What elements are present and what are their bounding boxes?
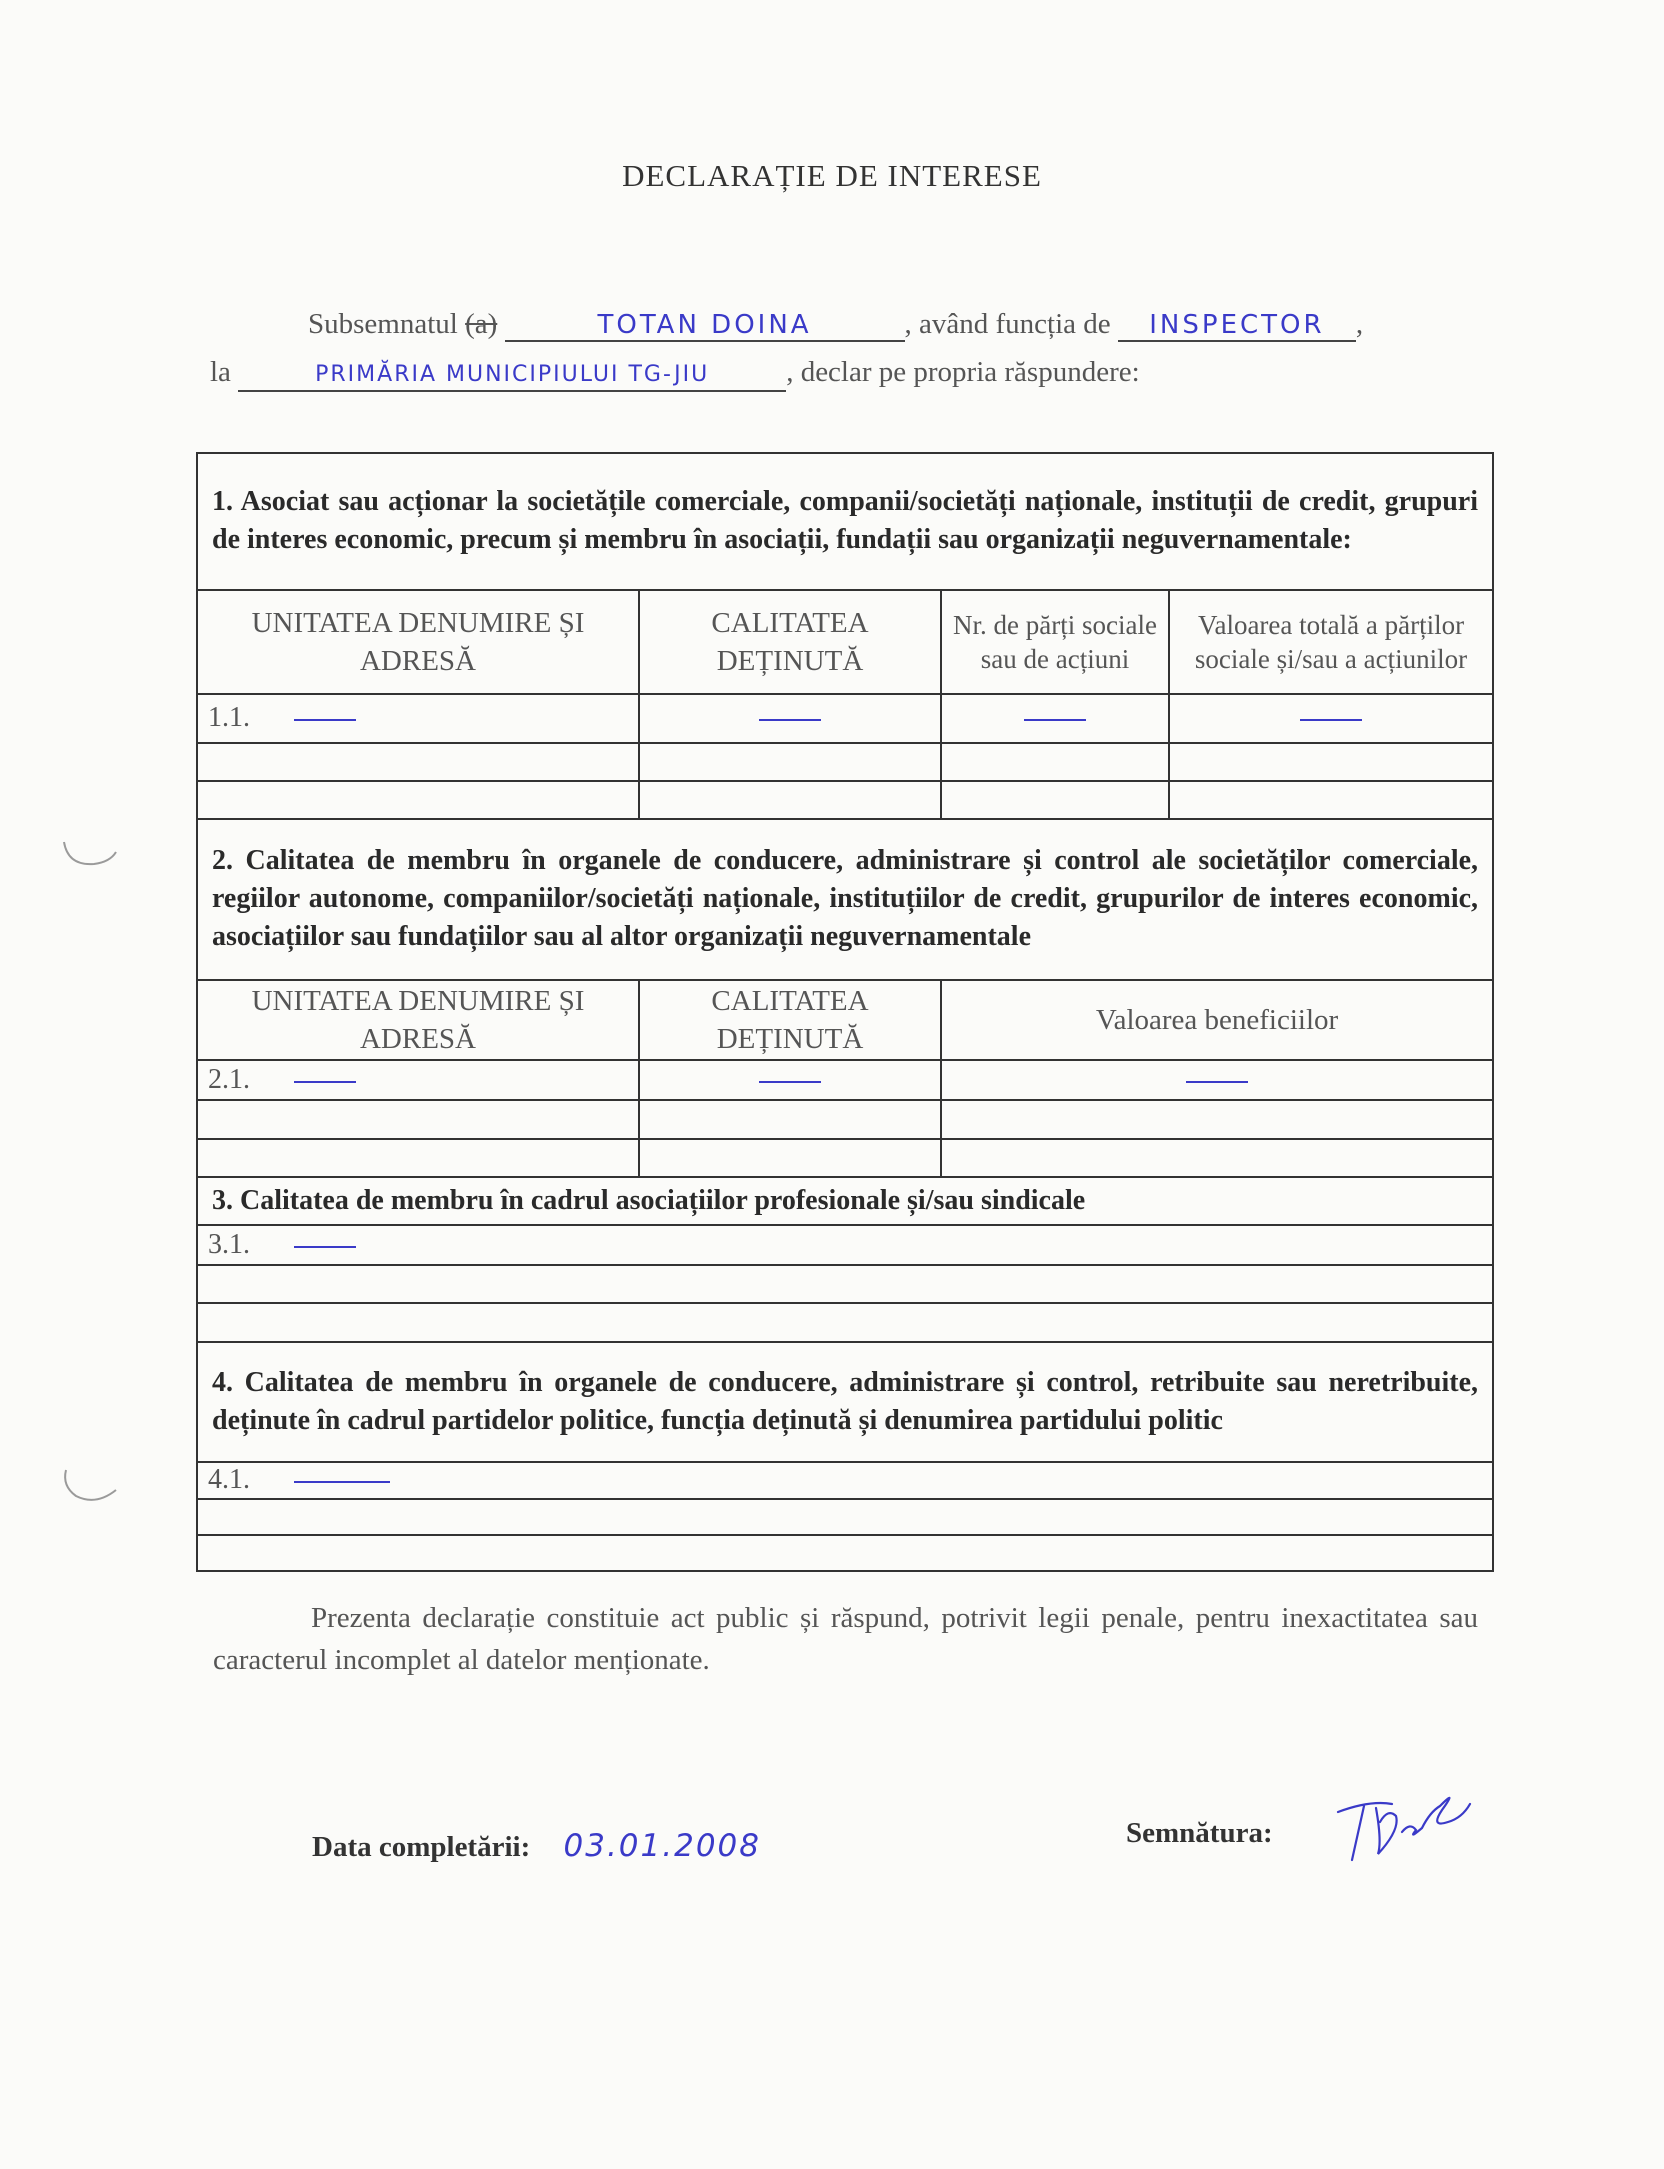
s1-col-nr-parti: Nr. de părți sociale sau de acțiuni: [941, 590, 1169, 695]
s1-row-empty[interactable]: [197, 743, 639, 781]
section-4-heading: 4. Calitatea de membru în organele de conducere, administrare și control, retribuite sau neretribuite, deținute în cadrul partidelor politice, funcția deținută și denumirea partidului politic: [197, 1342, 1493, 1463]
empty-dash: [1186, 1081, 1248, 1083]
section-1-heading: 1. Asociat sau acționar la societățile comerciale, companii/societăți naționale, instituții de credit, grupuri de interes economic, precum și membru în asociații, fundații sau organizații neguvernamentale:: [197, 453, 1493, 590]
s4-row-empty[interactable]: [197, 1499, 1493, 1535]
s1-row-empty[interactable]: [197, 781, 639, 819]
s2-col-unitate: UNITATEA DENUMIRE ȘI ADRESĂ: [197, 980, 639, 1060]
empty-dash: [294, 1081, 356, 1083]
gender-suffix: (a): [465, 308, 498, 340]
date-label: Data completării:: [312, 1831, 531, 1863]
s2-cell[interactable]: [639, 1100, 941, 1138]
handwritten-signature: [1330, 1782, 1480, 1872]
s2-cell[interactable]: [639, 1139, 941, 1177]
empty-dash: [294, 1481, 390, 1483]
section-2-heading: 2. Calitatea de membru în organele de conducere, administrare și control ale societăților comerciale, regiilor autonome, companiilor/societăți naționale, instituțiilor de credit, grupurilor de interes economic, asociațiilor sau fundațiilor sau al altor organizații neguvernamentale: [197, 819, 1493, 980]
s3-row-empty[interactable]: [197, 1265, 1493, 1303]
s2-row-label: 2.1.: [208, 1064, 250, 1096]
s1-cell[interactable]: [1169, 694, 1493, 742]
empty-dash: [294, 719, 356, 721]
la-label: la: [210, 356, 231, 388]
s2-row-1[interactable]: [197, 1060, 639, 1100]
s1-cell[interactable]: [941, 781, 1169, 819]
function-field[interactable]: INSPECTOR: [1118, 310, 1356, 342]
name-field[interactable]: TOTAN DOINA: [505, 310, 905, 342]
empty-dash: [1024, 719, 1086, 721]
s2-col-calitate: CALITATEA DEȚINUTĂ: [639, 980, 941, 1060]
s3-row-empty[interactable]: [197, 1303, 1493, 1341]
empty-dash: [1300, 719, 1362, 721]
empty-dash: [294, 1246, 356, 1248]
empty-dash: [759, 1081, 821, 1083]
s4-row-empty[interactable]: [197, 1535, 1493, 1571]
s3-row-label: 3.1.: [208, 1229, 250, 1261]
institution-field[interactable]: PRIMĂRIA MUNICIPIULUI TG-JIU: [238, 360, 786, 392]
date-row: [312, 1828, 761, 1864]
s1-cell[interactable]: [639, 694, 941, 742]
empty-dash: [759, 719, 821, 721]
section-3-heading: 3. Calitatea de membru în cadrul asociațiilor profesionale și/sau sindicale: [197, 1177, 1493, 1225]
page-title: DECLARAȚIE DE INTERESE: [622, 158, 1042, 193]
signature-label: Semnătura:: [1126, 1817, 1273, 1849]
s4-row-1[interactable]: [197, 1462, 1493, 1498]
s2-cell[interactable]: [941, 1139, 1493, 1177]
s2-cell[interactable]: [639, 1060, 941, 1100]
subsemnatul-label: Subsemnatul: [308, 308, 458, 340]
s1-row-1[interactable]: [197, 694, 639, 742]
intro-line-2: [210, 356, 1140, 392]
s2-cell[interactable]: [941, 1100, 1493, 1138]
s1-cell[interactable]: [941, 743, 1169, 781]
avand-label: , având funcția de: [904, 308, 1111, 340]
s1-col-valoare: Valoarea totală a părților sociale și/sau a acțiunilor: [1169, 590, 1493, 695]
s1-col-unitate: UNITATEA DENUMIRE ȘI ADRESĂ: [197, 590, 639, 695]
s2-row-empty[interactable]: [197, 1100, 639, 1138]
binder-hole-mark: [58, 836, 128, 876]
s1-cell[interactable]: [639, 781, 941, 819]
footer-note: Prezenta declarație constituie act public și răspund, potrivit legii penale, pentru inexactitatea sau caracterul incomplet al datelor menționate.: [213, 1602, 1478, 1676]
s3-row-1[interactable]: [197, 1225, 1493, 1265]
s1-cell[interactable]: [1169, 781, 1493, 819]
s2-row-empty[interactable]: [197, 1139, 639, 1177]
s1-col-calitate: CALITATEA DEȚINUTĂ: [639, 590, 941, 695]
s1-cell[interactable]: [639, 743, 941, 781]
s1-cell[interactable]: [941, 694, 1169, 742]
s1-cell[interactable]: [1169, 743, 1493, 781]
s2-cell[interactable]: [941, 1060, 1493, 1100]
declar-label: , declar pe propria răspundere:: [786, 356, 1140, 388]
binder-hole-mark: [58, 1466, 128, 1510]
intro-line-1: [308, 308, 1363, 342]
declaration-table: [196, 452, 1494, 1572]
s1-row-label: 1.1.: [208, 702, 250, 734]
date-value[interactable]: 03.01.2008: [563, 1828, 761, 1864]
s4-row-label: 4.1.: [208, 1464, 250, 1496]
comma-label: ,: [1355, 308, 1364, 340]
s2-col-valoare: Valoarea beneficiilor: [941, 980, 1493, 1060]
